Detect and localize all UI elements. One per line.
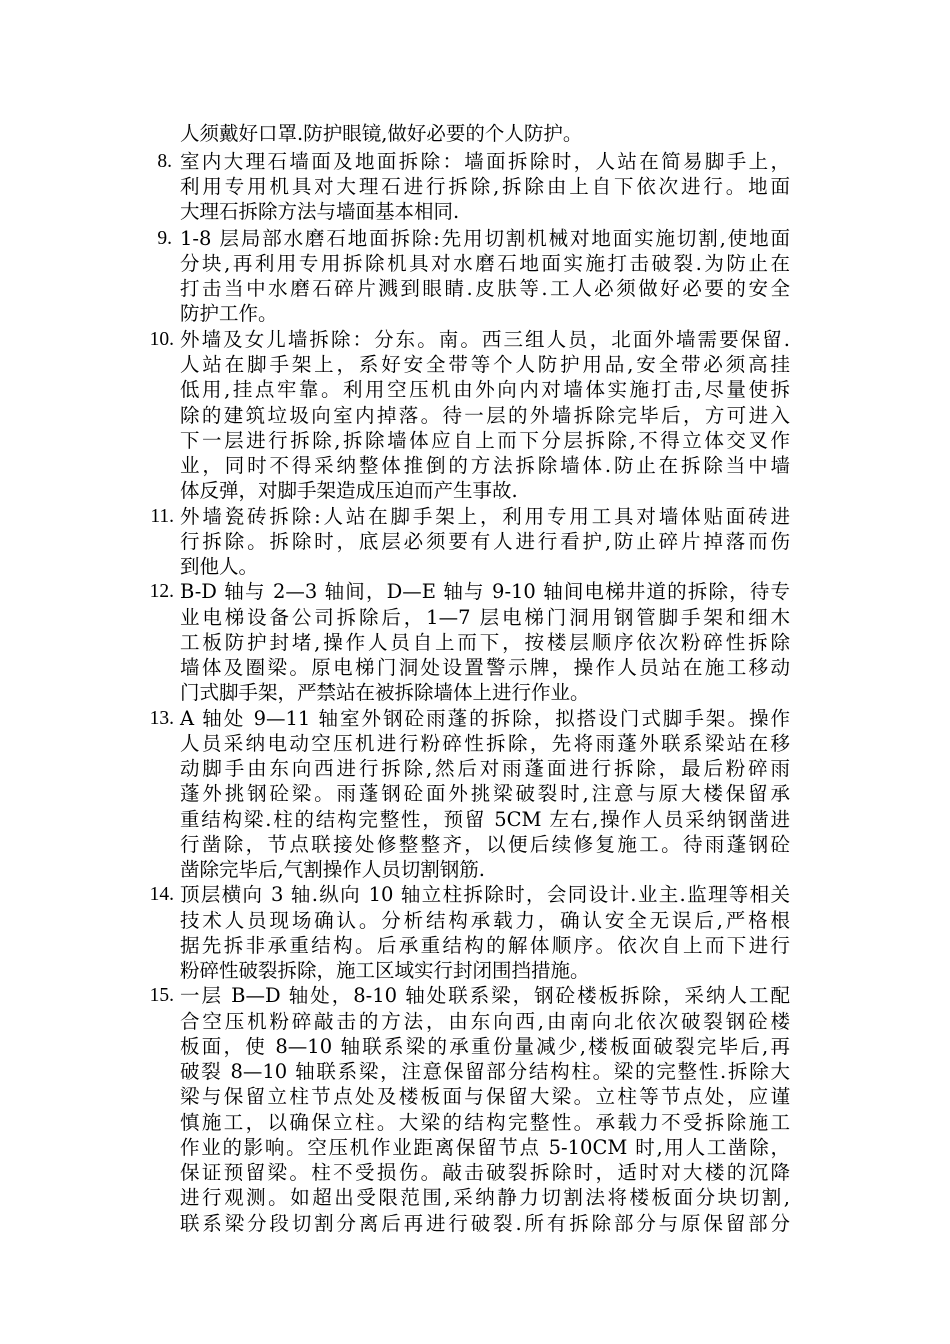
text-line: 到他人。 xyxy=(180,555,259,578)
text-line: 人站在脚手架上，系好安全带等个人防护用品,安全带必须高挂 xyxy=(180,353,790,376)
text-line: 1-8 层局部水磨石地面拆除:先用切割机械对地面实施切割,使地面 xyxy=(180,227,790,250)
text-line: 下一层进行拆除,拆除墙体应自上而下分层拆除,不得立体交叉作 xyxy=(180,429,790,452)
list-number: 9. xyxy=(157,228,172,249)
text-line: 作业的影响。空压机作业距离保留节点 5-10CM 时,用人工凿除， xyxy=(180,1136,790,1159)
list-number: 8. xyxy=(157,151,172,172)
text-line: 动脚手由东向西进行拆除,然后对雨蓬面进行拆除，最后粉碎雨 xyxy=(180,757,790,780)
list-number: 12. xyxy=(149,581,174,602)
list-number: 11. xyxy=(150,506,174,527)
text-line: 蓬外挑钢砼梁。雨蓬钢砼面外挑梁破裂时,注意与原大楼保留承 xyxy=(180,782,790,805)
text-line: 外墙瓷砖拆除:人站在脚手架上，利用专用工具对墙体贴面砖进 xyxy=(180,505,790,528)
text-line: 一层 B—D 轴处，8-10 轴处联系梁，钢砼楼板拆除，采纳人工配 xyxy=(180,984,790,1007)
text-line: 分块,再利用专用拆除机具对水磨石地面实施打击破裂.为防止在 xyxy=(180,252,790,275)
text-line: A 轴处 9—11 轴室外钢砼雨蓬的拆除，拟搭设门式脚手架。操作 xyxy=(180,707,790,730)
list-number: 10. xyxy=(149,329,174,350)
text-line: 行凿除，节点联接处修整整齐，以便后续修复施工。待雨蓬钢砼 xyxy=(180,833,790,856)
text-line: 技术人员现场确认。分析结构承载力，确认安全无误后,严格根 xyxy=(180,909,790,932)
text-line: 合空压机粉碎敲击的方法，由东向西,由南向北依次破裂钢砼楼 xyxy=(180,1010,790,1033)
text-line: 梁与保留立柱节点处及楼板面与保留大梁。立柱等节点处，应谨 xyxy=(180,1085,790,1108)
text-line: 墙体及圈梁。原电梯门洞处设置警示牌，操作人员站在施工移动 xyxy=(180,656,790,679)
text-line: 粉碎性破裂拆除，施工区域实行封闭围挡措施。 xyxy=(180,959,590,982)
text-line: 外墙及女儿墙拆除：分东。南。西三组人员，北面外墙需要保留. xyxy=(180,328,790,351)
text-line: 板面，使 8—10 轴联系梁的承重份量减少,楼板面破裂完毕后,再 xyxy=(180,1035,790,1058)
text-line: 门式脚手架，严禁站在被拆除墙体上进行作业。 xyxy=(180,681,590,704)
list-number: 15. xyxy=(149,985,174,1006)
list-number: 14. xyxy=(149,884,174,905)
text-line: 业电梯设备公司拆除后，1—7 层电梯门洞用钢管脚手架和细木 xyxy=(180,606,790,629)
text-line: 利用专用机具对大理石进行拆除,拆除由上自下依次进行。地面 xyxy=(180,175,790,198)
list-number: 13. xyxy=(149,708,174,729)
text-line: 行拆除。拆除时，底层必须要有人进行看护,防止碎片掉落而伤 xyxy=(180,530,790,553)
text-line: 慎施工，以确保立柱。大梁的结构完整性。承载力不受拆除施工 xyxy=(180,1111,790,1134)
text-line: 除的建筑垃圾向室内掉落。待一层的外墙拆除完毕后，方可进入 xyxy=(180,404,790,427)
text-line: 防护工作。 xyxy=(180,302,278,325)
text-line: 业，同时不得采纳整体推倒的方法拆除墙体.防止在拆除当中墙 xyxy=(180,454,790,477)
text-line: 破裂 8—10 轴联系梁，注意保留部分结构柱。梁的完整性.拆除大 xyxy=(180,1060,790,1083)
text-line: 体反弹，对脚手架造成压迫而产生事故. xyxy=(180,479,518,502)
text-line: 低用,挂点牢靠。利用空压机由外向内对墙体实施打击,尽量使拆 xyxy=(180,378,790,401)
text-line: 进行观测。如超出受限范围,采纳静力切割法将楼板面分块切割, xyxy=(180,1186,790,1209)
text-line: 保证预留梁。柱不受损伤。敲击破裂拆除时，适时对大楼的沉降 xyxy=(180,1161,790,1184)
text-line: B-D 轴与 2—3 轴间，D—E 轴与 9-10 轴间电梯井道的拆除，待专 xyxy=(180,580,790,603)
text-line: 联系梁分段切割分离后再进行破裂.所有拆除部分与原保留部分 xyxy=(180,1212,790,1235)
text-line: 凿除完毕后,气割操作人员切割钢筋. xyxy=(180,858,485,881)
text-line: 重结构梁.柱的结构完整性，预留 5CM 左右,操作人员采纳钢凿进 xyxy=(180,808,790,831)
text-line: 据先拆非承重结构。后承重结构的解体顺序。依次自上而下进行 xyxy=(180,934,790,957)
text-line: 顶层横向 3 轴.纵向 10 轴立柱拆除时，会同设计.业主.监理等相关 xyxy=(180,883,790,906)
text-line: 大理石拆除方法与墙面基本相同. xyxy=(180,200,460,223)
text-line: 工板防护封堵,操作人员自上而下，按楼层顺序依次粉碎性拆除 xyxy=(180,631,790,654)
text-line: 打击当中水磨石碎片溅到眼睛.皮肤等.工人必须做好必要的安全 xyxy=(180,277,790,300)
text-line: 人员采纳电动空压机进行粉碎性拆除，先将雨蓬外联系梁站在移 xyxy=(180,732,790,755)
text-line: 室内大理石墙面及地面拆除：墙面拆除时，人站在简易脚手上， xyxy=(180,150,790,173)
text-line: 人须戴好口罩.防护眼镜,做好必要的个人防护。 xyxy=(180,122,583,145)
